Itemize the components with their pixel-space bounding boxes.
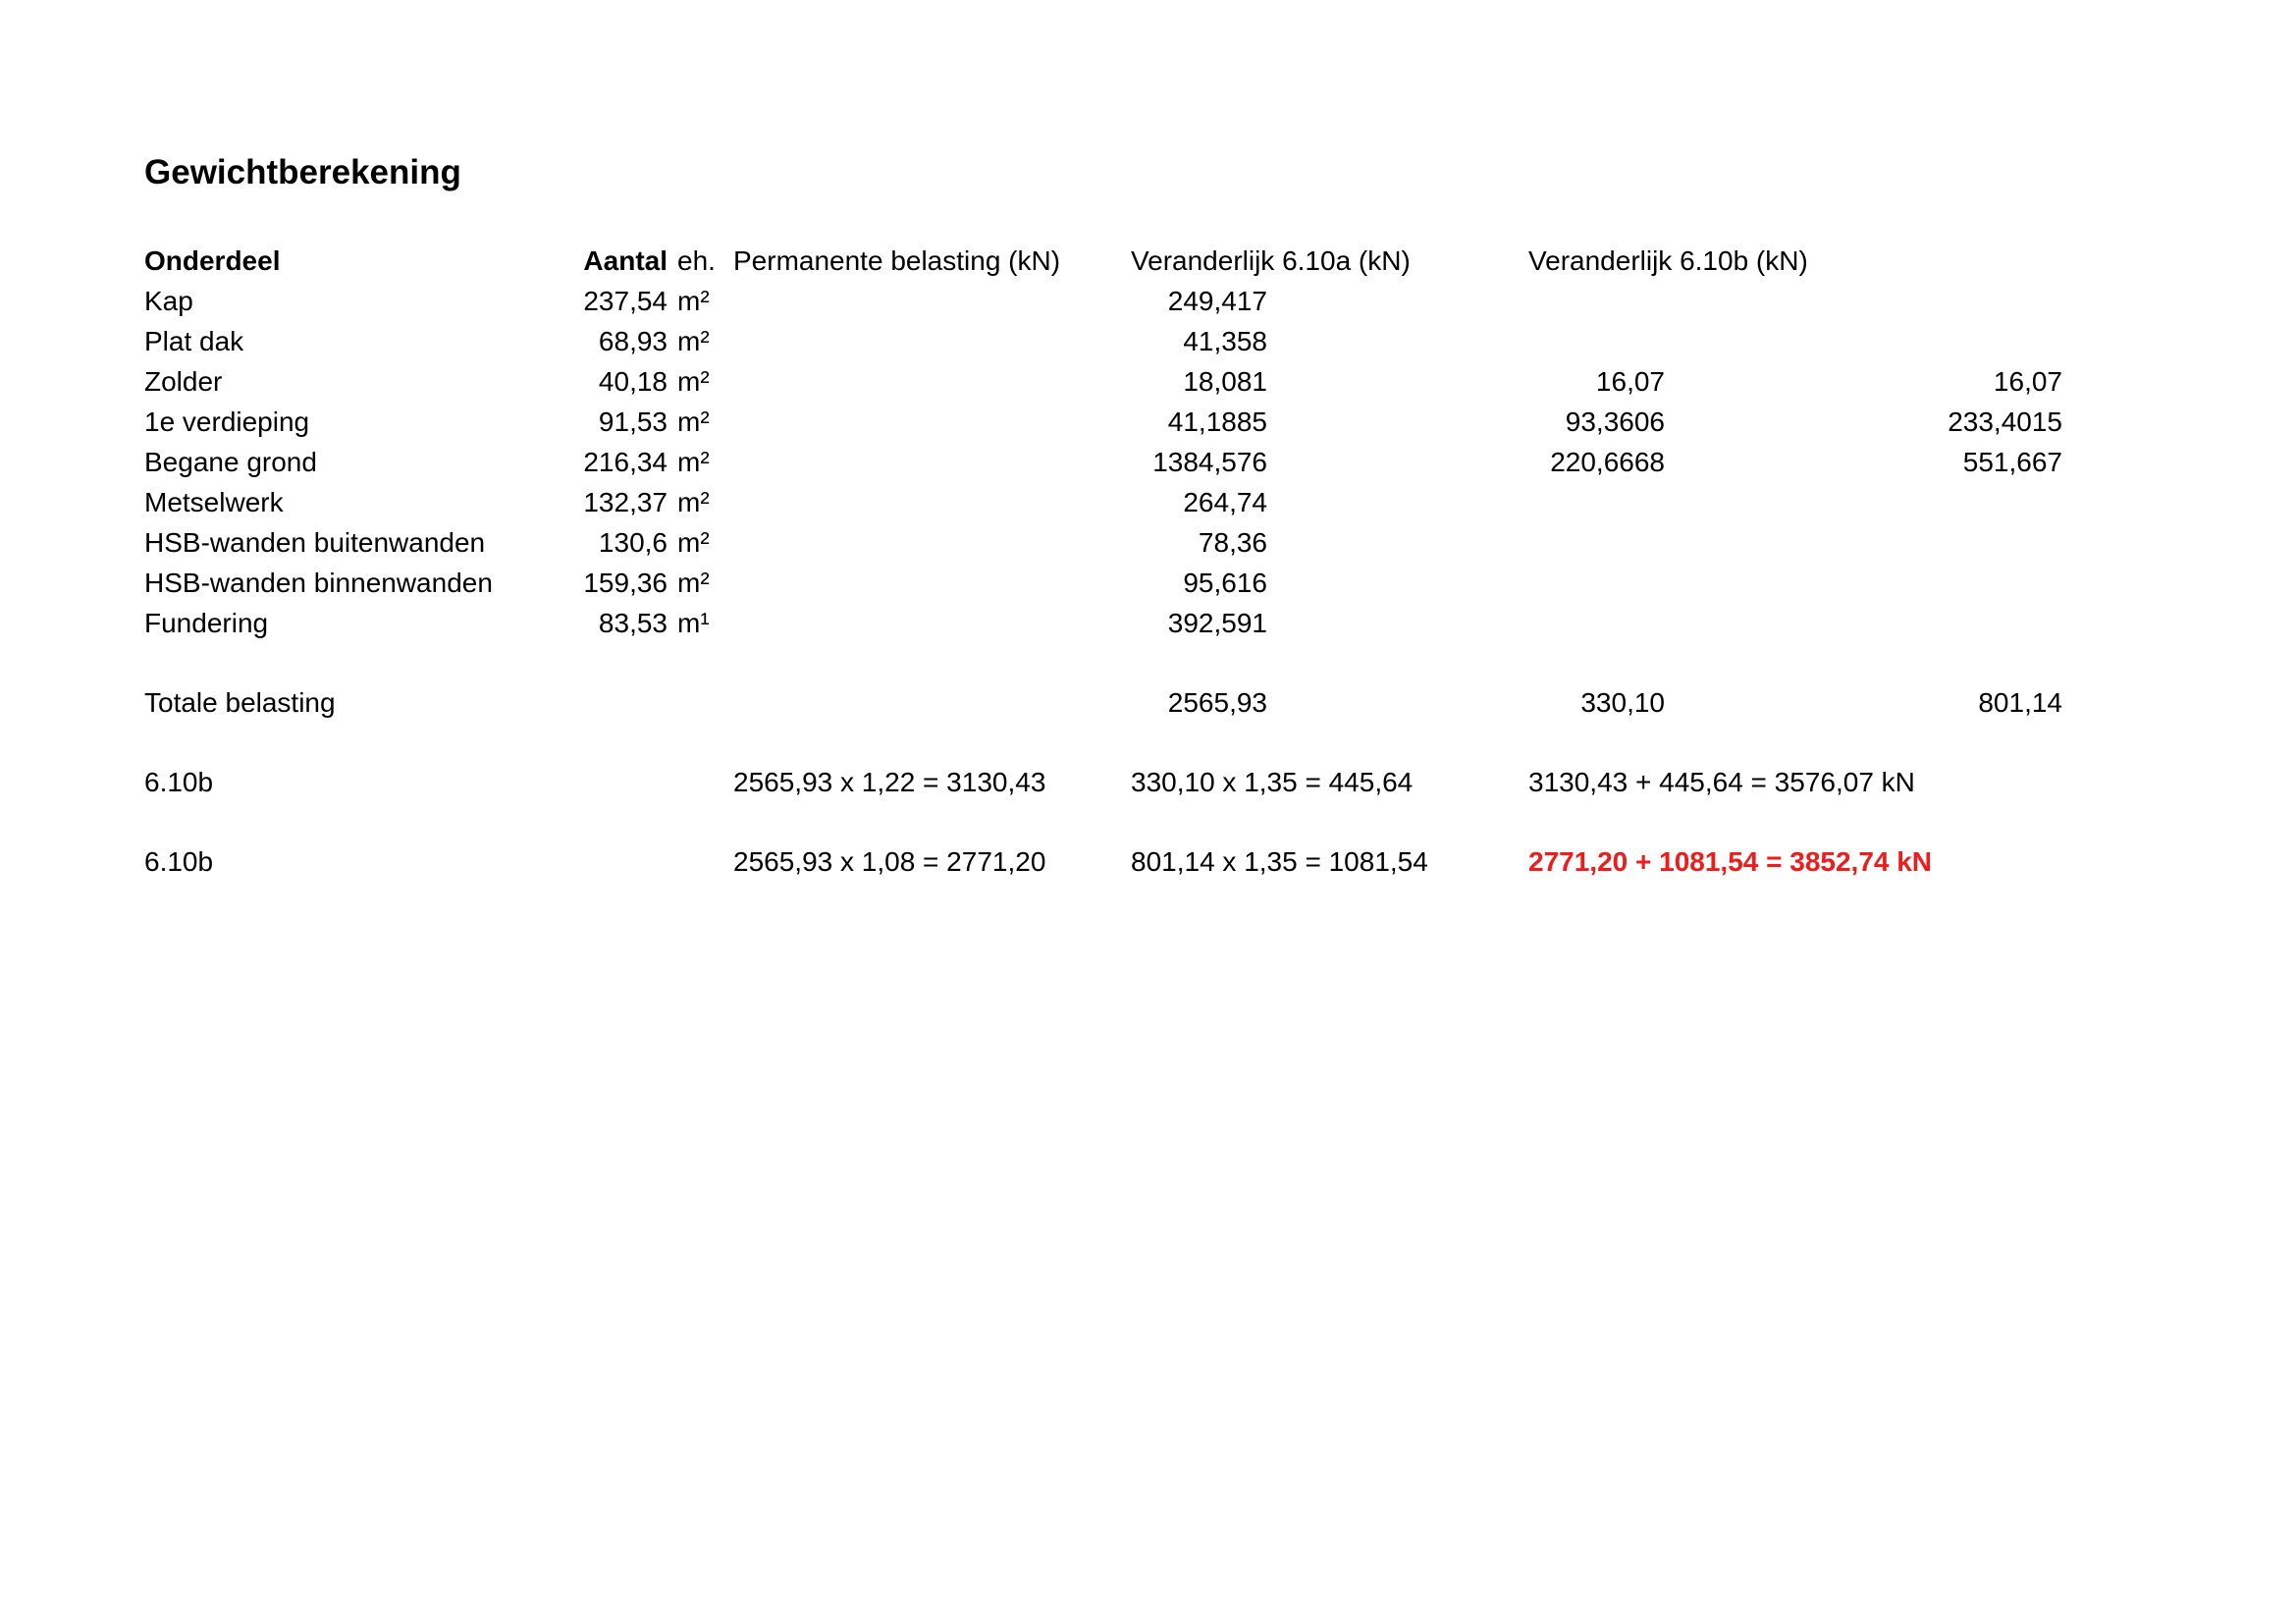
totals-variable-610a: 330,10 xyxy=(1580,687,1665,718)
row-qty: 91,53 xyxy=(598,406,667,437)
calculation-permanent: 2565,93 x 1,08 = 2771,20 xyxy=(733,846,1046,877)
totals-permanent: 2565,93 xyxy=(1167,687,1267,718)
row-unit: m² xyxy=(677,527,710,558)
row-permanent: 392,591 xyxy=(1167,608,1267,638)
row-permanent: 95,616 xyxy=(1183,568,1267,598)
table-header-row xyxy=(144,241,1941,281)
row-name: Fundering xyxy=(144,608,269,638)
row-variable-610b xyxy=(1528,281,2062,321)
spacer xyxy=(144,643,1941,682)
row-variable-610b xyxy=(1528,603,2062,643)
row-unit: m² xyxy=(677,326,710,356)
table-row xyxy=(144,603,1941,643)
row-variable-610b xyxy=(1528,482,2062,522)
header-variable-610b: Veranderlijk 6.10b (kN) xyxy=(1528,245,1808,276)
row-name: 1e verdieping xyxy=(144,406,310,437)
table-row xyxy=(144,402,2062,442)
row-variable-610a: 220,6668 xyxy=(1550,447,1665,477)
row-unit: m¹ xyxy=(677,608,710,638)
row-permanent: 41,358 xyxy=(1183,326,1267,356)
row-variable-610a: 16,07 xyxy=(1595,366,1665,397)
row-variable-610b: 16,07 xyxy=(1993,366,2062,397)
row-name: Begane grond xyxy=(144,447,317,477)
row-name: Kap xyxy=(144,286,193,316)
calculation-permanent: 2565,93 x 1,22 = 3130,43 xyxy=(733,767,1046,797)
row-qty: 130,6 xyxy=(598,527,667,558)
calculation-result-highlighted: 2771,20 + 1081,54 = 3852,74 kN xyxy=(1528,846,1933,877)
row-variable-610b xyxy=(1528,321,2062,361)
table-row xyxy=(144,522,1941,563)
header-permanent: Permanente belasting (kN) xyxy=(733,245,1061,276)
row-permanent: 78,36 xyxy=(1198,527,1267,558)
row-qty: 159,36 xyxy=(583,568,667,598)
header-unit: eh. xyxy=(677,245,716,276)
row-unit: m² xyxy=(677,568,710,598)
row-variable-610b xyxy=(1528,522,2062,563)
row-permanent: 249,417 xyxy=(1167,286,1267,316)
row-variable-610b xyxy=(1528,563,2062,603)
table-row xyxy=(144,482,1941,522)
row-variable-610b: 233,4015 xyxy=(1948,406,2062,437)
row-unit: m² xyxy=(677,286,710,316)
row-unit: m² xyxy=(677,447,710,477)
spacer xyxy=(144,802,1941,841)
table-row xyxy=(144,563,1941,603)
row-qty: 216,34 xyxy=(583,447,667,477)
calculation-label: 6.10b xyxy=(144,846,214,877)
table-row xyxy=(144,442,2062,482)
table-row xyxy=(144,321,1941,361)
row-qty: 237,54 xyxy=(583,286,667,316)
row-variable-610a: 93,3606 xyxy=(1565,406,1665,437)
row-name: Metselwerk xyxy=(144,487,284,517)
row-qty: 132,37 xyxy=(583,487,667,517)
row-permanent: 18,081 xyxy=(1183,366,1267,397)
totals-variable-610b: 801,14 xyxy=(1978,687,2062,718)
row-permanent: 41,1885 xyxy=(1167,406,1267,437)
weight-calculation-table xyxy=(144,241,2062,882)
row-name: Zolder xyxy=(144,366,223,397)
row-unit: m² xyxy=(677,406,710,437)
row-name: HSB-wanden buitenwanden xyxy=(144,527,486,558)
table-row xyxy=(144,361,2062,402)
calculation-result: 3130,43 + 445,64 = 3576,07 kN xyxy=(1528,767,1915,797)
totals-row xyxy=(144,682,2062,723)
calculation-variable: 801,14 x 1,35 = 1081,54 xyxy=(1131,846,1428,877)
row-variable-610b: 551,667 xyxy=(1962,447,2062,477)
row-unit: m² xyxy=(677,366,710,397)
row-unit: m² xyxy=(677,487,710,517)
header-variable-610a: Veranderlijk 6.10a (kN) xyxy=(1131,245,1411,276)
calculation-label: 6.10b xyxy=(144,767,214,797)
row-name: Plat dak xyxy=(144,326,244,356)
row-permanent: 264,74 xyxy=(1183,487,1267,517)
header-aantal: Aantal xyxy=(583,245,667,276)
header-onderdeel: Onderdeel xyxy=(144,245,281,276)
row-qty: 68,93 xyxy=(598,326,667,356)
spacer xyxy=(144,723,1941,762)
row-qty: 40,18 xyxy=(598,366,667,397)
calculation-row xyxy=(144,762,1941,802)
totals-label: Totale belasting xyxy=(144,687,336,718)
page-title: Gewichtberekening xyxy=(144,153,461,191)
table-row xyxy=(144,281,1941,321)
row-name: HSB-wanden binnenwanden xyxy=(144,568,493,598)
row-qty: 83,53 xyxy=(598,608,667,638)
row-permanent: 1384,576 xyxy=(1152,447,1267,477)
calculation-variable: 330,10 x 1,35 = 445,64 xyxy=(1131,767,1414,797)
calculation-row xyxy=(144,841,1941,882)
